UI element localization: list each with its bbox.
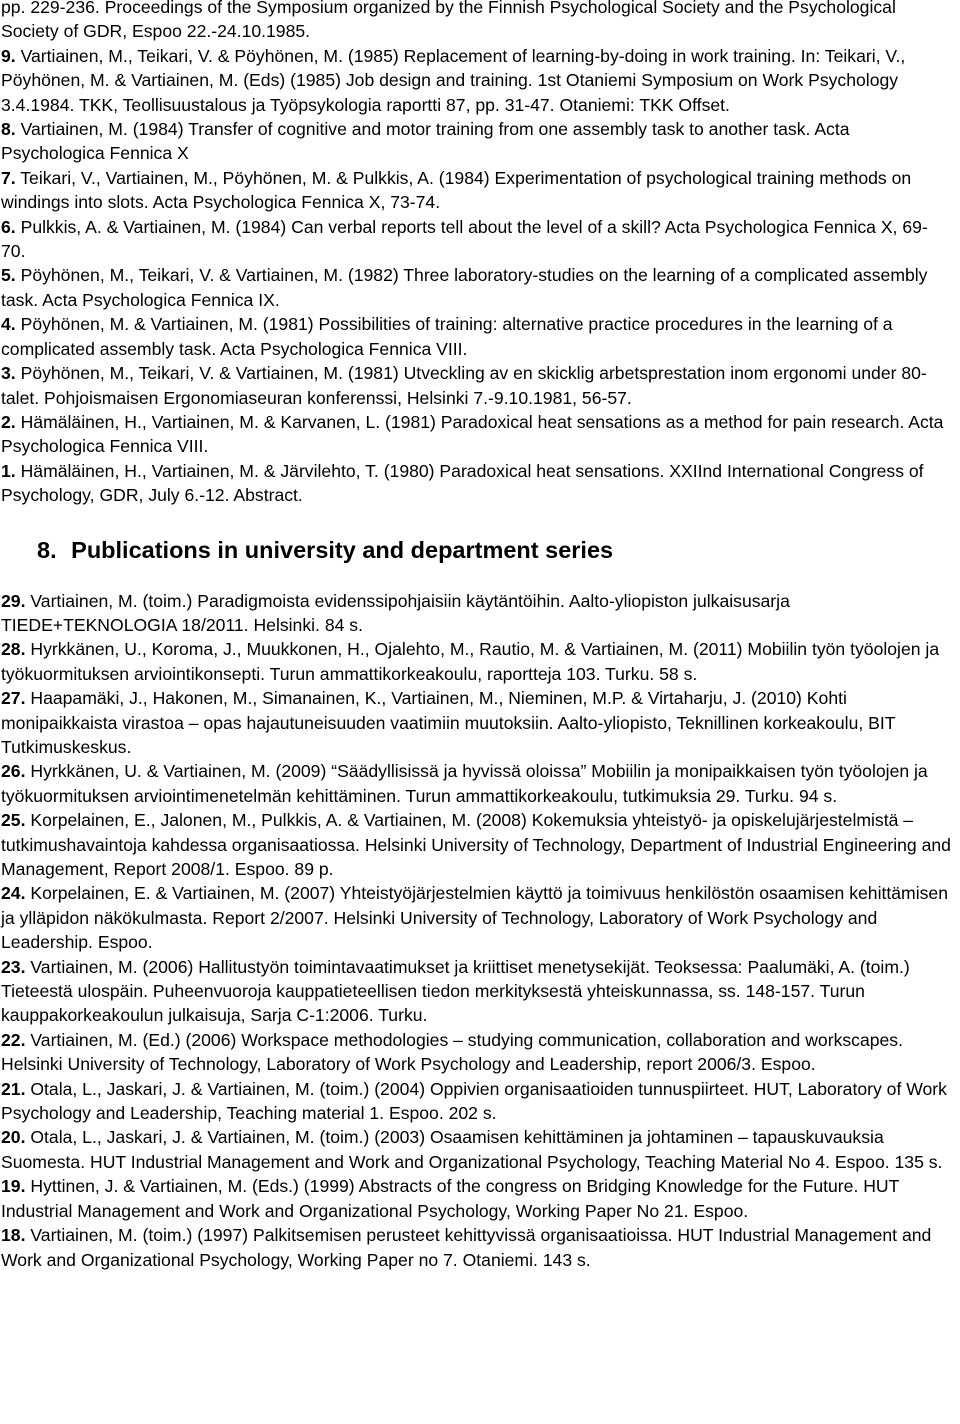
reference-text: Hyrkkänen, U., Koroma, J., Muukkonen, H., Ojalehto, M., Rautio, M. & Vartiainen, M. (2011) Mobiilin työn työolojen ja työkuormituksen arviointikonsepti. Turun ammattikorkeakoulu, raportteja 103. Turku. 58 s. <box>1 639 940 684</box>
reference-text: Haapamäki, J., Hakonen, M., Simanainen, K., Vartiainen, M., Nieminen, M.P. & Virtaharju, J. (2010) Kohti monipaikkaista virastoa – opas hajautuneisuuden vaatimiin muutoksiin. Aalto-yliopisto, Teknillinen korkeakoulu, BIT Tutkimuskeskus. <box>1 688 896 757</box>
reference-text: Hämäläinen, H., Vartiainen, M. & Järvilehto, T. (1980) Paradoxical heat sensations. XXIInd International Congress of Psychology, GDR, July 6.-12. Abstract. <box>1 460 924 506</box>
reference-text: Pulkkis, A. & Vartiainen, M. (1984) Can verbal reports tell about the level of a skill? Acta Psychologica Fennica X, 69-70. <box>1 216 928 262</box>
reference-text: Vartiainen, M. (1984) Transfer of cognitive and motor training from one assembly task to another task. Acta Psychologica Fennica X <box>1 119 850 164</box>
reference-entry <box>1 459 951 508</box>
reference-number: 6. <box>1 216 16 237</box>
reference-text: Pöyhönen, M. & Vartiainen, M. (1981) Possibilities of training: alternative practice procedures in the learning of a complicated assembly task. Acta Psychologica Fennica VIII. <box>1 314 893 359</box>
reference-number: 3. <box>1 363 16 384</box>
reference-entry <box>1 361 951 410</box>
reference-number: 8. <box>1 119 16 140</box>
reference-entry <box>1 0 951 44</box>
reference-text: Hämäläinen, H., Vartiainen, M. & Karvanen, L. (1981) Paradoxical heat sensations as a method for pain research. Acta Psychologica Fennica VIII. <box>1 411 944 457</box>
reference-number: 18. <box>1 1225 26 1246</box>
reference-number: 7. <box>1 167 16 188</box>
reference-entry <box>1 1125 951 1174</box>
reference-text: Vartiainen, M., Teikari, V. & Pöyhönen, M. (1985) Replacement of learning-by-doing in work training. In: Teikari, V., Pöyhönen, M. & Vartiainen, M. (Eds) (1985) Job design and training. 1st Otaniemi Symposium on Work Psychology 3.4.1984. TKK, Teollisuustalous ja Työpsykologia raportti 87, pp. 31-47. Otaniemi: TKK Offset. <box>1 45 906 115</box>
reference-text: Otala, L., Jaskari, J. & Vartiainen, M. (toim.) (2004) Oppivien organisaatioiden tunnuspiirteet. HUT, Laboratory of Work Psychology and Leadership, Teaching material 1. Espoo. 202 s. <box>1 1078 947 1124</box>
reference-number: 29. <box>1 590 26 611</box>
reference-number: 23. <box>1 956 26 977</box>
reference-entry <box>1 215 951 264</box>
section-heading <box>1 535 951 565</box>
reference-number: 25. <box>1 810 26 831</box>
reference-entry <box>1 312 951 361</box>
reference-text: Vartiainen, M. (Ed.) (2006) Workspace methodologies – studying communication, collaboration and workscapes. Helsinki University of Technology, Laboratory of Work Psychology and Leadership, report 2006/3. Espoo. <box>1 1029 903 1075</box>
reference-entry <box>1 263 951 312</box>
reference-number: 27. <box>1 688 26 709</box>
reference-text: Pöyhönen, M., Teikari, V. & Vartiainen, M. (1982) Three laboratory-studies on the learning of a complicated assembly task. Acta Psychologica Fennica IX. <box>1 265 928 310</box>
reference-number: 1. <box>1 460 16 481</box>
reference-entry <box>1 1028 951 1077</box>
section-title: Publications in university and department series <box>71 536 614 563</box>
reference-entry <box>1 808 951 881</box>
reference-number: 28. <box>1 639 26 660</box>
reference-text: Teikari, V., Vartiainen, M., Pöyhönen, M. & Pulkkis, A. (1984) Experimentation of psychological training methods on windings into slots. Acta Psychologica Fennica X, 73-74. <box>1 167 912 213</box>
reference-number: 21. <box>1 1078 26 1099</box>
reference-text: Hyttinen, J. & Vartiainen, M. (Eds.) (1999) Abstracts of the congress on Bridging Knowledge for the Future. HUT Industrial Management and Work and Organizational Psychology, Working Paper No 21. Espoo. <box>1 1176 900 1221</box>
reference-entry <box>1 1077 951 1126</box>
reference-text: Vartiainen, M. (2006) Hallitustyön toimintavaatimukset ja kriittiset menetysekijät. Teoksessa: Paalumäki, A. (toim.) Tieteestä ulospäin. Puheenvuoroja kauppatieteellisen tiedon merkityksestä yhteiskunnassa, ss. 148-157. Turun kauppakorkeakoulun julkaisuja, Sarja C-1:2006. Turku. <box>1 956 910 1026</box>
reference-entry <box>1 759 951 808</box>
reference-number: 26. <box>1 761 26 782</box>
reference-text: Pöyhönen, M., Teikari, V. & Vartiainen, M. (1981) Utveckling av en skicklig arbetsprestation inom ergonomi under 80-talet. Pohjoismaisen Ergonomiaseuran konferenssi, Helsinki 7.-9.10.1981, 56-57. <box>1 363 927 408</box>
section-number: 8. <box>37 536 57 563</box>
reference-number: 19. <box>1 1176 26 1197</box>
reference-text: Vartiainen, M. (toim.) (1997) Palkitsemisen perusteet kehittyvissä organisaatioissa. HUT Industrial Management and Work and Organizational Psychology, Working Paper no 7. Otaniemi. 143 s. <box>1 1225 932 1270</box>
reference-number: 2. <box>1 411 16 432</box>
reference-entry <box>1 637 951 686</box>
reference-entry <box>1 686 951 759</box>
document-content <box>1 0 951 1272</box>
reference-number: 9. <box>1 45 16 66</box>
reference-entry <box>1 1174 951 1223</box>
publication-list-continued <box>1 0 951 508</box>
reference-number: 5. <box>1 265 16 286</box>
reference-text: pp. 229-236. Proceedings of the Symposium organized by the Finnish Psychological Society and the Psychological Society of GDR, Espoo 22.-24.10.1985. <box>1 0 896 42</box>
reference-entry <box>1 117 951 166</box>
reference-entry <box>1 955 951 1028</box>
reference-text: Otala, L., Jaskari, J. & Vartiainen, M. (toim.) (2003) Osaamisen kehittäminen ja johtaminen – tapauskuvauksia Suomesta. HUT Industrial Management and Work and Organizational Psychology, Teaching Material No 4. Espoo. 135 s. <box>1 1127 943 1172</box>
reference-entry <box>1 1223 951 1272</box>
reference-entry <box>1 44 951 117</box>
reference-text: Korpelainen, E. & Vartiainen, M. (2007) Yhteistyöjärjestelmien käyttö ja toimivuus henkilöstön osaamisen kehittämisen ja ylläpidon näkökulmasta. Report 2/2007. Helsinki University of Technology, Laboratory of Work Psychology and Leadership. Espoo. <box>1 883 948 953</box>
publication-list-series <box>1 589 951 1272</box>
reference-number: 22. <box>1 1029 26 1050</box>
reference-text: Korpelainen, E., Jalonen, M., Pulkkis, A. & Vartiainen, M. (2008) Kokemuksia yhteistyö- ja opiskelujärjestelmistä – tutkimushavaintoja kahdessa organisaatiossa. Helsinki University of Technology, Department of Industrial Engineering and Management, Report 2008/1. Espoo. 89 p. <box>1 810 951 879</box>
reference-number: 4. <box>1 314 16 335</box>
reference-entry <box>1 881 951 954</box>
reference-entry <box>1 166 951 215</box>
reference-text: Hyrkkänen, U. & Vartiainen, M. (2009) “Säädyllisissä ja hyvissä oloissa” Mobiilin ja monipaikkaisen työn työolojen ja työkuormituksen arviointimenetelmän kehittäminen. Turun ammattikorkeakoulu, tutkimuksia 29. Turku. 94 s. <box>1 761 928 806</box>
reference-entry <box>1 410 951 459</box>
reference-number: 20. <box>1 1127 26 1148</box>
reference-entry <box>1 589 951 638</box>
reference-number: 24. <box>1 883 26 904</box>
reference-text: Vartiainen, M. (toim.) Paradigmoista evidenssipohjaisiin käytäntöihin. Aalto-yliopiston julkaisusarja TIEDE+TEKNOLOGIA 18/2011. Helsinki. 84 s. <box>1 590 790 635</box>
